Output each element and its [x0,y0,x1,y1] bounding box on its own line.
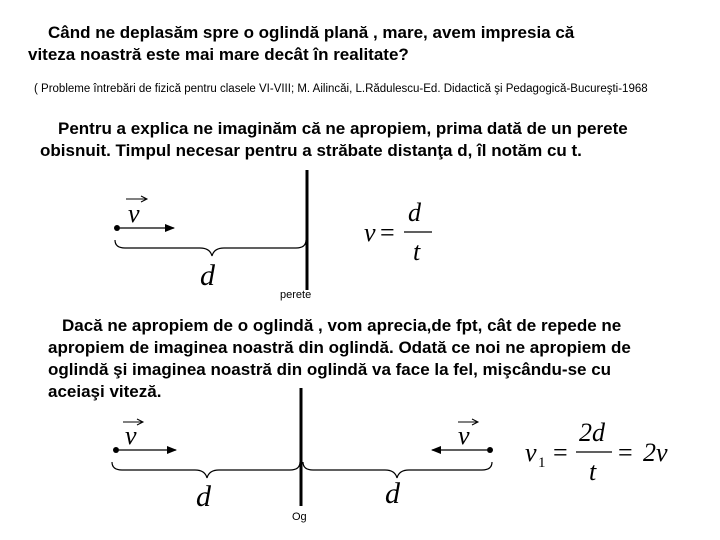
person-dot [114,225,120,231]
explain-line-2: obisnuit. Timpul necesar pentru a străbate distanţa d, îl notăm cu t. [40,141,582,160]
distance-symbol-left: d [196,480,211,513]
speed-formula [364,198,432,266]
formula2-numerator: 2d [579,418,605,447]
wall-label: perete [280,289,312,301]
velocity-symbol-left: v [125,421,137,450]
intro-line-1: Când ne deplasăm spre o oglindă plană , mare, avem impresia că [48,23,575,42]
wall-diagram [114,170,432,301]
velocity-symbol: v [128,199,140,228]
velocity-symbol-right: v [458,421,470,450]
formula-lhs: v [364,218,376,247]
formula2-result: 2v [643,438,668,467]
person-dot-left [113,447,119,453]
formula2-lhs: v [525,438,537,467]
distance-symbol-right: d [385,477,400,510]
formula-equals: = [380,218,395,247]
distance-brace-right [303,462,492,478]
distance-brace [115,240,306,256]
formula2-equals-2: = [618,438,633,467]
mirror-line-3: oglindă şi imaginea noastră din oglindă va face la fel, mişcându-se cu [48,360,612,379]
source-citation: ( Probleme întrebări de fizică pentru clasele VI-VIII; M. Ailincăi, L.Rădulescu-Ed. Didactică şi Pedagogică-Bucureşti-1968 [34,83,648,95]
mirror-line-1: Dacă ne apropiem de o oglindă , vom aprecia,de fpt, cât de repede ne [62,316,622,335]
relative-speed-formula [525,418,668,486]
formula2-denominator: t [589,457,597,486]
mirror-line-4: aceiaşi viteză. [48,382,162,401]
distance-brace-left [112,462,300,478]
image-dot-right [487,447,493,453]
formula-denominator: t [413,237,421,266]
formula-numerator: d [408,198,421,227]
distance-symbol: d [200,259,215,292]
mirror-diagram [112,388,668,523]
explain-line-1: Pentru a explica ne imaginăm că ne apropiem, prima dată de un perete [58,119,628,138]
intro-line-2: viteza noastră este mai mare decât în realitate? [28,45,409,64]
mirror-label: Og [292,511,307,523]
mirror-line-2: apropiem de imaginea noastră din oglindă. Odată ce noi ne apropiem de [48,338,631,357]
formula2-equals: = [553,438,568,467]
formula2-lhs-subscript: 1 [538,455,546,471]
